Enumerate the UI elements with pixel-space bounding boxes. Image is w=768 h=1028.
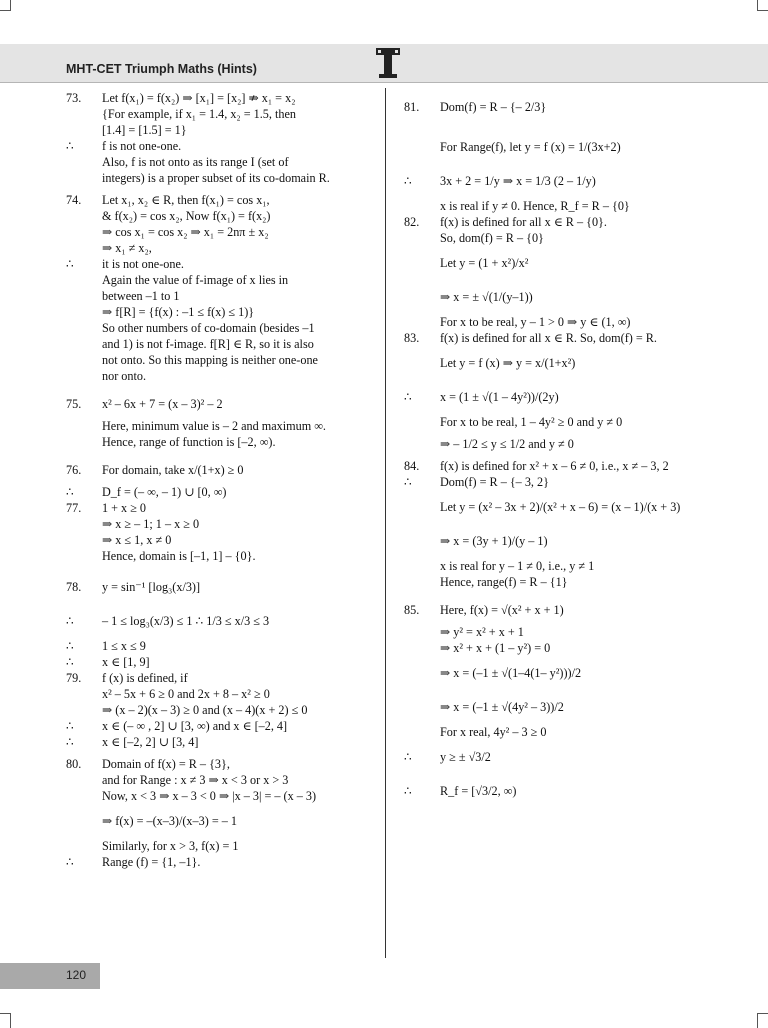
crop-mark-bottom-right	[757, 1013, 768, 1028]
solution-text: Hence, range(f) = R – {1}	[440, 575, 568, 589]
solution-text: Range (f) = {1, –1}.	[102, 855, 201, 869]
therefore-symbol: ∴	[404, 390, 412, 404]
solution-text: and for Range : x ≠ 3 ⇒ x < 3 or x > 3	[102, 773, 289, 787]
solution-line	[66, 288, 362, 304]
solution-text: 1 ≤ x ≤ 9	[102, 639, 146, 653]
solution-text: Let y = (1 + x²)/x²	[440, 256, 529, 270]
solution-line	[66, 500, 362, 516]
solution-text: R_f = [√3/2, ∞)	[440, 784, 517, 798]
solution-line	[404, 230, 704, 246]
solution-line	[66, 240, 362, 256]
solution-number: 79.	[66, 671, 82, 685]
solution-line	[404, 246, 704, 280]
solution-line	[66, 756, 362, 772]
solution-line	[66, 516, 362, 532]
solution-line	[66, 138, 362, 154]
solution-text: Dom(f) = R – {– 2/3}	[440, 100, 547, 114]
solution-number: 73.	[66, 91, 82, 105]
solution-text: [1.4] = [1.5] = 1}	[102, 123, 187, 137]
solution-text: x ∈ (– ∞ , 2] ∪ [3, ∞) and x ∈ [–2, 4]	[102, 719, 288, 733]
solution-line	[66, 390, 362, 418]
solution-text: For x real, 4y² – 3 ≥ 0	[440, 725, 547, 739]
solution-text: Now, x < 3 ⇒ x – 3 < 0 ⇒ |x – 3| = – (x – 3)	[102, 789, 317, 803]
solution-text: x² – 6x + 7 = (x – 3)² – 2	[102, 397, 223, 411]
solution-text: & f(x₂) = cos x₂, Now f(x₁) = f(x₂)	[102, 209, 271, 223]
solution-line	[66, 154, 362, 170]
solution-line	[404, 430, 704, 458]
solution-line	[66, 106, 362, 122]
solution-text: Hence, domain is [–1, 1] – {0}.	[102, 549, 256, 563]
crop-mark-top-right	[757, 0, 768, 11]
solution-line	[404, 724, 704, 740]
solution-line	[66, 532, 362, 548]
solution-line	[66, 418, 362, 434]
solution-line	[66, 122, 362, 138]
solution-text: f (x) is defined, if	[102, 671, 188, 685]
solution-line	[404, 490, 704, 524]
solution-text: Also, f is not onto as its range I (set of	[102, 155, 289, 169]
solution-number: 77.	[66, 501, 82, 515]
solution-text: f(x) is defined for all x ∈ R. So, dom(f) = R.	[440, 331, 657, 345]
solution-text: ⇒ y² = x² + x + 1	[440, 625, 524, 639]
solution-number: 76.	[66, 463, 82, 477]
solution-line	[404, 130, 704, 164]
solution-line	[66, 772, 362, 788]
solution-text: Let f(x₁) = f(x₂) ⇒ [x₁] = [x₂] ⇏ x₁ = x₂	[102, 91, 296, 105]
column-divider	[385, 88, 386, 958]
solution-text: Dom(f) = R – {– 3, 2}	[440, 475, 549, 489]
solution-text: ⇒ x = (–1 ± √(1–4(1– y²)))/2	[440, 666, 582, 680]
solution-text: Again the value of f-image of x lies in	[102, 273, 289, 287]
solution-text: For x to be real, 1 – 4y² ≥ 0 and y ≠ 0	[440, 415, 623, 429]
solution-text: f(x) is defined for all x ∈ R – {0}.	[440, 215, 607, 229]
solution-text: ⇒ x ≥ – 1; 1 – x ≥ 0	[102, 517, 200, 531]
therefore-symbol: ∴	[66, 139, 74, 153]
solution-line	[404, 524, 704, 558]
solution-line	[66, 484, 362, 500]
solution-line	[66, 718, 362, 734]
solution-text: between –1 to 1	[102, 289, 180, 303]
solution-number: 84.	[404, 459, 420, 473]
solution-line	[404, 690, 704, 724]
therefore-symbol: ∴	[404, 784, 412, 798]
solution-line	[404, 346, 704, 380]
solution-text: ⇒ cos x₁ = cos x₂ ⇒ x₁ = 2nπ ± x₂	[102, 225, 269, 239]
solution-text: Let x₁, x₂ ∈ R, then f(x₁) = cos x₁,	[102, 193, 270, 207]
header-title: MHT-CET Triumph Maths (Hints)	[66, 62, 257, 76]
solution-line	[66, 838, 362, 854]
solution-line	[404, 314, 704, 330]
solution-line	[66, 804, 362, 838]
left-column	[66, 90, 362, 870]
solution-line	[66, 170, 362, 186]
solution-text: Here, f(x) = √(x² + x + 1)	[440, 603, 564, 617]
solution-line	[404, 624, 704, 640]
right-column	[404, 90, 704, 808]
solution-line	[404, 640, 704, 656]
solution-text: ⇒ (x – 2)(x – 3) ≥ 0 and (x – 4)(x + 2) ≤ 0	[102, 703, 308, 717]
solution-line	[404, 414, 704, 430]
solution-text: 3x + 2 = 1/y ⇒ x = 1/3 (2 – 1/y)	[440, 174, 596, 188]
solution-line	[66, 604, 362, 638]
solution-text: Let y = f (x) ⇒ y = x/(1+x²)	[440, 356, 576, 370]
solution-text: f is not one-one.	[102, 139, 182, 153]
crop-mark-top-left	[0, 0, 11, 11]
solution-line	[404, 458, 704, 474]
solution-text: For x to be real, y – 1 > 0 ⇒ y ∈ (1, ∞)	[440, 315, 631, 329]
therefore-symbol: ∴	[404, 750, 412, 764]
solution-line	[66, 368, 362, 384]
solution-text: – 1 ≤ log₃(x/3) ≤ 1 ∴ 1/3 ≤ x/3 ≤ 3	[102, 614, 270, 628]
solution-line	[404, 656, 704, 690]
solution-text: So, dom(f) = R – {0}	[440, 231, 544, 245]
solution-text: ⇒ x₁ ≠ x₂,	[102, 241, 152, 255]
solution-number: 74.	[66, 193, 82, 207]
solution-line	[66, 336, 362, 352]
solution-line	[66, 208, 362, 224]
solution-text: ⇒ x = (3y + 1)/(y – 1)	[440, 534, 548, 548]
solution-text: For Range(f), let y = f (x) = 1/(3x+2)	[440, 140, 621, 154]
solution-line	[66, 670, 362, 686]
solution-line	[66, 638, 362, 654]
solution-text: y ≥ ± √3/2	[440, 750, 491, 764]
solution-text: x² – 5x + 6 ≥ 0 and 2x + 8 – x² ≥ 0	[102, 687, 270, 701]
solution-text: So other numbers of co-domain (besides –1	[102, 321, 315, 335]
solution-line	[404, 380, 704, 414]
solution-line	[404, 214, 704, 230]
solution-number: 80.	[66, 757, 82, 771]
solution-text: 1 + x ≥ 0	[102, 501, 147, 515]
solution-text: f(x) is defined for x² + x – 6 ≠ 0, i.e., x ≠ – 3, 2	[440, 459, 669, 473]
solution-line	[404, 574, 704, 590]
solution-line	[66, 686, 362, 702]
solution-line	[404, 280, 704, 314]
solution-line	[66, 702, 362, 718]
solution-text: Let y = (x² – 3x + 2)/(x² + x – 6) = (x – 1)/(x + 3)	[440, 500, 681, 514]
solution-text: nor onto.	[102, 369, 147, 383]
solution-line	[66, 734, 362, 750]
therefore-symbol: ∴	[66, 614, 74, 628]
solution-line	[404, 90, 704, 124]
solution-line	[66, 456, 362, 484]
solution-text: ⇒ f[R] = {f(x) : –1 ≤ f(x) ≤ 1)}	[102, 305, 255, 319]
crop-mark-bottom-left	[0, 1013, 11, 1028]
solution-text: x = (1 ± √(1 – 4y²))/(2y)	[440, 390, 559, 404]
solution-number: 78.	[66, 580, 82, 594]
solution-number: 81.	[404, 100, 420, 114]
solution-number: 82.	[404, 215, 420, 229]
page-number: 120	[66, 968, 87, 982]
therefore-symbol: ∴	[404, 174, 412, 188]
solution-line	[66, 192, 362, 208]
solution-line	[404, 596, 704, 624]
solution-text: not onto. So this mapping is neither one-one	[102, 353, 318, 367]
therefore-symbol: ∴	[66, 855, 74, 869]
therefore-symbol: ∴	[66, 485, 74, 499]
solution-line	[66, 320, 362, 336]
solution-line	[404, 740, 704, 774]
therefore-symbol: ∴	[66, 735, 74, 749]
solution-line	[66, 352, 362, 368]
solution-text: y = sin⁻¹ [log₃(x/3)]	[102, 580, 201, 594]
therefore-symbol: ∴	[66, 719, 74, 733]
solution-number: 75.	[66, 397, 82, 411]
therefore-symbol: ∴	[404, 475, 412, 489]
solution-line	[66, 224, 362, 240]
solution-text: D_f = (– ∞, – 1) ∪ [0, ∞)	[102, 485, 227, 499]
solution-text: x is real for y – 1 ≠ 0, i.e., y ≠ 1	[440, 559, 595, 573]
solution-number: 83.	[404, 331, 420, 345]
solution-text: Hence, range of function is [–2, ∞).	[102, 435, 276, 449]
solution-line	[66, 256, 362, 272]
solution-line	[404, 774, 704, 808]
solution-text: ⇒ x² + x + (1 – y²) = 0	[440, 641, 551, 655]
solution-text: x ∈ [–2, 2] ∪ [3, 4]	[102, 735, 199, 749]
solution-text: Domain of f(x) = R – {3},	[102, 757, 230, 771]
solution-line	[404, 198, 704, 214]
solution-line	[404, 330, 704, 346]
solution-text: ⇒ x ≤ 1, x ≠ 0	[102, 533, 172, 547]
solution-text: and 1) is not f-image. f[R] ∈ R, so it is also	[102, 337, 314, 351]
solution-text: integers) is a proper subset of its co-domain R.	[102, 171, 330, 185]
solution-line	[66, 548, 362, 564]
solution-line	[66, 304, 362, 320]
solution-text: ⇒ f(x) = –(x–3)/(x–3) = – 1	[102, 814, 237, 828]
solution-text: ⇒ x = (–1 ± √(4y² – 3))/2	[440, 700, 564, 714]
therefore-symbol: ∴	[66, 655, 74, 669]
publisher-logo-icon	[373, 46, 403, 80]
solution-line	[66, 570, 362, 604]
solution-line	[404, 474, 704, 490]
therefore-symbol: ∴	[66, 639, 74, 653]
solution-text: x ∈ [1, 9]	[102, 655, 150, 669]
therefore-symbol: ∴	[66, 257, 74, 271]
solution-line	[66, 434, 362, 450]
solution-text: ⇒ x = ± √(1/(y–1))	[440, 290, 533, 304]
solution-text: Here, minimum value is – 2 and maximum ∞.	[102, 419, 326, 433]
solution-text: For domain, take x/(1+x) ≥ 0	[102, 463, 244, 477]
solution-text: Similarly, for x > 3, f(x) = 1	[102, 839, 239, 853]
solution-line	[66, 788, 362, 804]
solution-line	[404, 164, 704, 198]
solution-text: ⇒ – 1/2 ≤ y ≤ 1/2 and y ≠ 0	[440, 437, 574, 451]
solution-text: {For example, if x₁ = 1.4, x₂ = 1.5, then	[102, 107, 296, 121]
solution-line	[66, 654, 362, 670]
solution-number: 85.	[404, 603, 420, 617]
solution-line	[66, 272, 362, 288]
solution-line	[66, 854, 362, 870]
solution-text: it is not one-one.	[102, 257, 184, 271]
solution-line	[404, 558, 704, 574]
solution-line	[66, 90, 362, 106]
solution-text: x is real if y ≠ 0. Hence, R_f = R – {0}	[440, 199, 630, 213]
